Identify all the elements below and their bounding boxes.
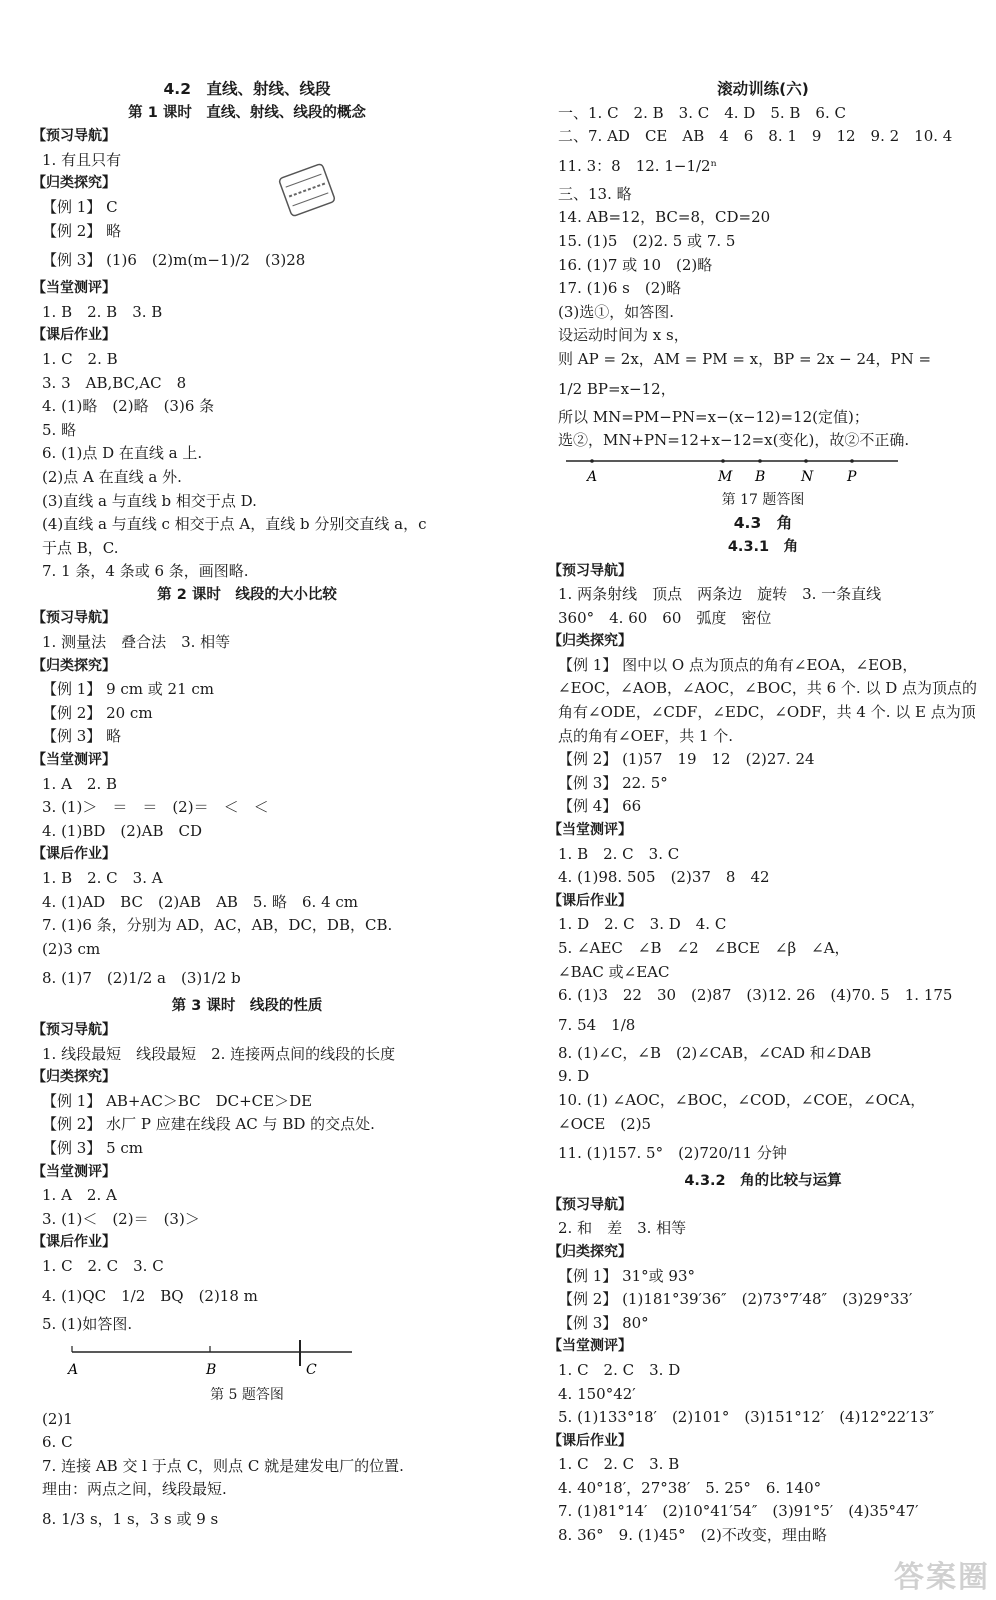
answer-line: 1. C 2. C 3. D <box>558 1360 681 1379</box>
answer-line: 7. 54 1/8 <box>558 1015 636 1034</box>
section-label: 【当堂测评】 <box>32 752 116 769</box>
answer-line: 8. 36° 9. (1)45° (2)不改变，理由略 <box>558 1526 827 1545</box>
point-label: M <box>718 468 733 485</box>
answer-line: 1. 两条射线 顶点 两条边 旋转 3. 一条直线 <box>558 585 882 604</box>
answer-line: 二、7. AD CE AB 4 6 8. 1 9 12 9. 2 10. 4 <box>558 127 953 146</box>
point-label: B <box>755 468 766 485</box>
answer-line: 【例 3】 略 <box>42 727 122 746</box>
answer-line: 1. C 2. B <box>42 349 118 368</box>
answer-line: ∠OCE (2)5 <box>558 1114 652 1133</box>
answer-line: 4. (1)QC 1/2 BQ (2)18 m <box>42 1286 258 1305</box>
section-label: 【归类探究】 <box>548 1243 632 1260</box>
answer-line: 点的角有∠OEF，共 1 个. <box>558 726 734 745</box>
section-label: 【预习导航】 <box>32 128 116 145</box>
answer-line: 【例 1】 9 cm 或 21 cm <box>42 680 215 699</box>
point-label: P <box>847 468 857 485</box>
section-label: 【归类探究】 <box>548 633 632 650</box>
point-dot <box>758 459 762 463</box>
answer-line: 7. (1)81°14′ (2)10°41′54″ (3)91°5′ (4)35°47′ <box>558 1502 919 1521</box>
figure-5-diagram <box>32 1336 462 1384</box>
answer-line: 6. (1)点 D 在直线 a 上. <box>42 444 203 463</box>
lesson-title: 第 3 课时 线段的性质 <box>171 998 323 1015</box>
section-label: 【预习导航】 <box>548 562 632 579</box>
answer-line: 【例 3】 22. 5° <box>558 773 668 792</box>
answer-line: 3. (1)＜ (2)＝ (3)＞ <box>42 1209 200 1228</box>
answer-line: 于点 B，C. <box>42 538 119 557</box>
lesson-title: 4.3.2 角的比较与运算 <box>684 1173 842 1190</box>
answer-line: 三、13. 略 <box>558 184 632 203</box>
answer-line: 【例 2】 水厂 P 应建在线段 AC 与 BD 的交点处. <box>42 1115 375 1134</box>
answer-line: 8. (1)∠C，∠B (2)∠CAB，∠CAD 和∠DAB <box>558 1043 872 1062</box>
section-label: 【课后作业】 <box>548 892 632 909</box>
point-label: A <box>68 1362 79 1379</box>
answer-line: 11. 3：8 12. 1−1/2ⁿ <box>558 156 718 175</box>
number-line-diagram <box>548 453 978 489</box>
answer-line: ∠EOC，∠AOB，∠AOC，∠BOC，共 6 个. 以 D 点为顶点的 <box>558 679 978 698</box>
answer-line: 2. 和 差 3. 相等 <box>558 1219 687 1238</box>
answer-line: 1. A 2. A <box>42 1186 117 1205</box>
answer-line: 4. 150°42′ <box>558 1384 636 1403</box>
answer-line: ∠BAC 或∠EAC <box>558 962 670 981</box>
answer-line: 1. B 2. C 3. C <box>558 844 680 863</box>
answer-line: 1. B 2. C 3. A <box>42 869 163 887</box>
answer-line: 8. 1/3 s，1 s，3 s 或 9 s <box>42 1510 219 1529</box>
answer-line: 【例 1】 C <box>42 197 118 216</box>
answer-line: 5. (1)133°18′ (2)101° (3)151°12′ (4)12°22′13″ <box>558 1408 935 1427</box>
section-label: 【课后作业】 <box>32 1234 116 1251</box>
point-dot <box>804 459 808 463</box>
answer-line: 【例 1】 31°或 93° <box>558 1266 696 1285</box>
answer-line: 17. (1)6 s (2)略 <box>558 279 682 298</box>
point-label: C <box>306 1362 317 1379</box>
point-label: B <box>206 1362 217 1379</box>
segment-diagram <box>32 1336 462 1384</box>
answer-line: 【例 3】 5 cm <box>42 1138 144 1157</box>
point-label: A <box>587 468 598 485</box>
answer-line: 1. A 2. B <box>42 774 118 793</box>
watermark-logo: 答案圈 <box>894 1560 990 1595</box>
stamp-icon <box>276 162 338 218</box>
answer-line: 4. (1)AD BC (2)AB AB 5. 略 6. 4 cm <box>42 892 359 911</box>
answer-line: (3)选①，如答图. <box>558 302 675 321</box>
point-dot <box>850 459 854 463</box>
answer-line: 所以 MN=PM−PN=x−(x−12)=12(定值)； <box>558 407 869 426</box>
answer-line: 1. 有且只有 <box>42 150 122 169</box>
answer-line: 7. (1)6 条，分别为 AD，AC，AB，DC，DB，CB. <box>42 916 393 935</box>
answer-line: 3. 3 AB,BC,AC 8 <box>42 373 187 392</box>
lesson-title: 第 2 课时 线段的大小比较 <box>157 586 337 603</box>
answer-line: (2)3 cm <box>42 939 101 958</box>
answer-line: 【例 2】 (1)181°39′36″ (2)73°7′48″ (3)29°33′ <box>558 1290 913 1309</box>
answer-line: (2)1 <box>42 1409 73 1428</box>
lesson-title: 4.3.1 角 <box>727 538 799 555</box>
answer-line: (3)直线 a 与直线 b 相交于点 D. <box>42 491 257 510</box>
point-dot <box>721 459 725 463</box>
answer-line: 9. D <box>558 1067 590 1086</box>
section-label: 【预习导航】 <box>32 610 116 627</box>
answer-line: 1. 线段最短 线段最短 2. 连接两点间的线段的长度 <box>42 1044 396 1063</box>
answer-line: 则 AP = 2x，AM = PM = x，BP = 2x − 24，PN = <box>558 349 932 368</box>
answer-line: 4. (1)略 (2)略 (3)6 条 <box>42 397 215 416</box>
answer-line: 角有∠ODE，∠CDF，∠EDC，∠ODF，共 4 个. 以 E 点为顶 <box>558 703 976 722</box>
section-label: 【当堂测评】 <box>32 1163 116 1180</box>
section-title: 滚动训练(六) <box>717 80 809 98</box>
figure-17-diagram <box>548 453 978 489</box>
lesson-title: 第 1 课时 直线、射线、线段的概念 <box>128 104 366 121</box>
answer-line: 1. D 2. C 3. D 4. C <box>558 915 727 934</box>
point-dot <box>590 459 594 463</box>
section-label: 【归类探究】 <box>32 657 116 674</box>
answer-line: 【例 3】 (1)6 (2)m(m−1)/2 (3)28 <box>42 251 306 270</box>
figure-caption: 第 5 题答图 <box>210 1387 284 1404</box>
answer-line: 7. 1 条，4 条或 6 条，画图略. <box>42 562 249 581</box>
section-label: 【预习导航】 <box>32 1021 116 1038</box>
answer-line: 4. 40°18′，27°38′ 5. 25° 6. 140° <box>558 1478 822 1497</box>
answer-line: 10. (1) ∠AOC，∠BOC，∠COD，∠COE，∠OCA， <box>558 1090 926 1109</box>
answer-line: 理由：两点之间，线段最短. <box>42 1480 227 1499</box>
answer-line: 【例 1】 AB+AC＞BC DC+CE＞DE <box>42 1091 313 1110</box>
answer-line: 一、1. C 2. B 3. C 4. D 5. B 6. C <box>558 103 846 122</box>
answer-line: 8. (1)7 (2)1/2 a (3)1/2 b <box>42 969 241 988</box>
section-label: 【当堂测评】 <box>32 280 116 297</box>
answer-line: 1. C 2. C 3. C <box>42 1256 164 1275</box>
answer-line: 5. ∠AEC ∠B ∠2 ∠BCE ∠β ∠A， <box>558 939 850 957</box>
answer-line: 【例 3】 80° <box>558 1313 649 1332</box>
section-label: 【当堂测评】 <box>548 1338 632 1355</box>
section-label: 【课后作业】 <box>32 846 116 863</box>
answer-line: (2)点 A 在直线 a 外. <box>42 467 182 486</box>
answer-line: 1. 测量法 叠合法 3. 相等 <box>42 633 231 652</box>
answer-line: 15. (1)5 (2)2. 5 或 7. 5 <box>558 231 736 250</box>
section-label: 【归类探究】 <box>32 175 116 192</box>
answer-line: 4. (1)BD (2)AB CD <box>42 821 202 840</box>
answer-line: (4)直线 a 与直线 c 相交于点 A，直线 b 分别交直线 a，c <box>42 515 427 534</box>
answer-line: 【例 2】 略 <box>42 221 122 240</box>
answer-line: 7. 连接 AB 交 l 于点 C，则点 C 就是建发电厂的位置. <box>42 1456 404 1475</box>
answer-line: 【例 4】 66 <box>558 797 642 816</box>
answer-line: 选②，MN+PN=12+x−12=x(变化)，故②不正确. <box>558 431 910 450</box>
answer-line: 【例 1】 图中以 O 点为顶点的角有∠EOA，∠EOB， <box>558 655 918 674</box>
section-title: 4.2 直线、射线、线段 <box>163 80 331 98</box>
left-column <box>32 78 462 1536</box>
right-column <box>548 78 978 1548</box>
section-label: 【课后作业】 <box>32 327 116 344</box>
answer-line: 【例 2】 20 cm <box>42 703 153 722</box>
answer-line: 4. (1)98. 505 (2)37 8 42 <box>558 868 770 887</box>
answer-line: 【例 2】 (1)57 19 12 (2)27. 24 <box>558 750 815 769</box>
section-label: 【归类探究】 <box>32 1069 116 1086</box>
answer-line: 6. (1)3 22 30 (2)87 (3)12. 26 (4)70. 5 1. 175 <box>558 986 953 1005</box>
answer-line: 设运动时间为 x s， <box>558 326 689 345</box>
answer-line: 16. (1)7 或 10 (2)略 <box>558 255 713 274</box>
figure-caption: 第 17 题答图 <box>721 491 805 508</box>
answer-line: 6. C <box>42 1433 73 1452</box>
answer-line: 5. (1)如答图. <box>42 1314 133 1333</box>
answer-line: 5. 略 <box>42 420 77 439</box>
section-title: 4.3 角 <box>733 514 793 533</box>
section-label: 【课后作业】 <box>548 1432 632 1449</box>
answer-line: 1/2 BP=x−12， <box>558 379 676 398</box>
answer-line: 1. C 2. C 3. B <box>558 1455 680 1474</box>
section-label: 【预习导航】 <box>548 1196 632 1213</box>
answer-line: 1. B 2. B 3. B <box>42 302 163 321</box>
answer-line: 14. AB=12，BC=8，CD=20 <box>558 208 771 227</box>
answer-line: 3. (1)＞ ＝ ＝ (2)＝ ＜ ＜ <box>42 798 269 817</box>
section-label: 【当堂测评】 <box>548 822 632 839</box>
answer-line: 360° 4. 60 60 弧度 密位 <box>558 608 772 627</box>
answer-line: 11. (1)157. 5° (2)720/11 分钟 <box>558 1144 787 1163</box>
point-label: N <box>801 468 814 485</box>
